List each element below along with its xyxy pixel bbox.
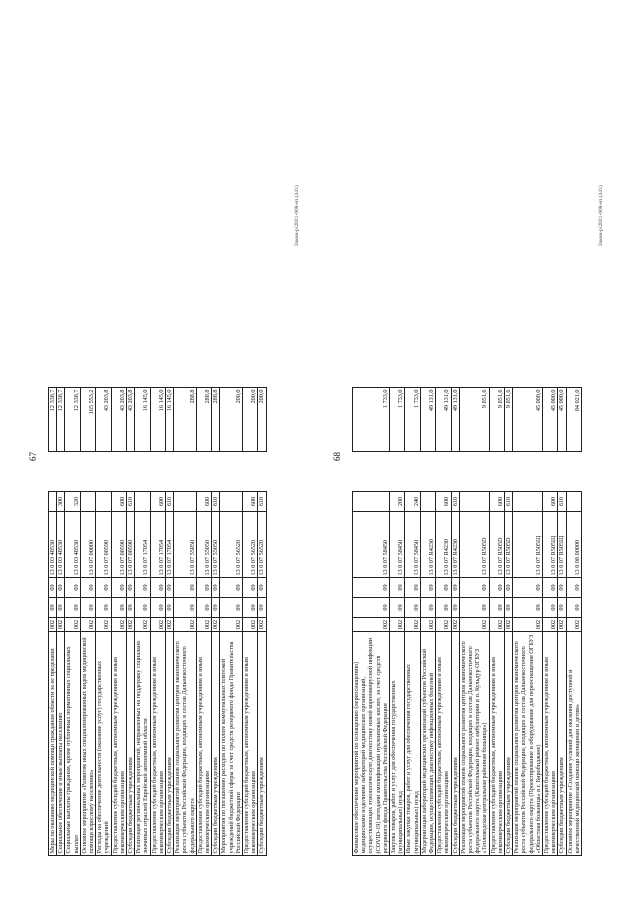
cell-name: Финансовое обеспечение мероприятий по оснащению (переоснащению) медицинскими изделиями лабораторий медицинских организаций, осуществляющих этиологическую диагностику новой коронавирусной инфекции (COVID-19) методами амплификации нуклеиновых кислот, за счет средств резервного фонда Правительства Российской Федерации (353, 632, 390, 856)
cell-target-article: 13 0 07 R505Щ (558, 512, 566, 578)
cell-subsection: 09 (212, 578, 220, 598)
cell-target-article: 13 0 07 00590 (127, 512, 135, 578)
cell-amount: 45 000,0 (513, 388, 543, 452)
cell-expense-type: 240 (405, 492, 420, 512)
cell-empty (65, 452, 80, 492)
cell-target-article: 13 0 07 56520 (243, 512, 258, 578)
cell-name: Предоставление субсидий бюджетным, автономным учреждениям и иным некоммерческим организациям (489, 632, 504, 856)
cell-subsection: 09 (405, 578, 420, 598)
cell-grbs: 002 (196, 618, 211, 632)
cell-grbs: 002 (174, 618, 197, 632)
cell-grbs: 002 (166, 618, 174, 632)
cell-target-article: 13 0 03 48530 (65, 512, 80, 578)
cell-section: 09 (150, 598, 165, 618)
cell-section: 09 (243, 598, 258, 618)
cell-amount: 84 021,0 (566, 388, 581, 452)
table-row (135, 388, 150, 856)
cell-name: Реализация мероприятий планов социального развития центров экономического роста субъектов Российской Федерации, входящих в состав Дальневосточного федерального округа (Проектирование и оборудование для переоснащения ОГБУЗ «Областная больница» в г. Биробиджане) (513, 632, 543, 856)
table-row (57, 388, 65, 856)
cell-amount: 288,8 (174, 388, 197, 452)
cell-subsection: 09 (451, 578, 459, 598)
table-row (65, 388, 80, 856)
table-row (243, 388, 258, 856)
cell-amount: 9 851,6 (489, 388, 504, 452)
cell-empty (436, 452, 451, 492)
table-row (166, 388, 174, 856)
cell-expense-type: 610 (505, 492, 513, 512)
cell-amount: 43 203,8 (127, 388, 135, 452)
cell-name: Модернизация лабораторий медицинских организаций субъектов Российской Федерации, осуществляющих диагностику инфекционных болезней (420, 632, 435, 856)
cell-subsection: 09 (258, 578, 266, 598)
cell-name: Реализация мероприятий планов социального развития центров экономического роста субъектов Российской Федерации, входящих в состав Дальневосточного федерального округа (Капитальный ремонт амбулатории в п. Кульдур ОГБУЗ «Тепловодская центральная районная больница») (459, 632, 489, 856)
cell-empty (49, 452, 57, 492)
cell-section: 09 (111, 598, 126, 618)
table-row (196, 388, 211, 856)
cell-amount: 43 203,8 (96, 388, 111, 452)
cell-target-article: 13 0 07 00000 (80, 512, 95, 578)
cell-expense-type: 600 (436, 492, 451, 512)
cell-expense-type: 610 (258, 492, 266, 512)
cell-empty (353, 452, 390, 492)
cell-empty (405, 452, 420, 492)
cell-grbs: 002 (513, 618, 543, 632)
cell-name: Субсидии бюджетным учреждениям (505, 632, 513, 856)
table-row (505, 388, 513, 856)
cell-section: 09 (405, 598, 420, 618)
cell-target-article: 13 0 07 58450 (390, 512, 405, 578)
cell-name: Социальные выплаты гражданам, кроме публичных нормативных социальных выплат (65, 632, 80, 856)
cell-expense-type: 600 (150, 492, 165, 512)
cell-subsection: 09 (57, 578, 65, 598)
table-row (150, 388, 165, 856)
cell-subsection: 09 (566, 578, 581, 598)
budget-table (48, 387, 267, 856)
cell-target-article: 13 0 07 17054 (150, 512, 165, 578)
cell-section: 09 (353, 598, 390, 618)
cell-name: Социальное обеспечение и иные выплаты населению (57, 632, 65, 856)
cell-amount: 1 733,0 (390, 388, 405, 452)
cell-section: 09 (166, 598, 174, 618)
cell-grbs: 002 (243, 618, 258, 632)
table-row (353, 388, 390, 856)
cell-target-article: 13 0 07 58450 (405, 512, 420, 578)
cell-section: 09 (127, 598, 135, 618)
table-row (558, 388, 566, 856)
cell-name: Мероприятия по погашению расходов по оплате коммунальных платежей учреждений бюджетной сферы за счет средств резервного фонда Правительства Российской Федерации (220, 632, 243, 856)
cell-amount: 200,0 (258, 388, 266, 452)
cell-expense-type (459, 492, 489, 512)
table-row (49, 388, 57, 856)
cell-section: 09 (220, 598, 243, 618)
cell-section: 09 (558, 598, 566, 618)
cell-subsection: 09 (111, 578, 126, 598)
cell-grbs: 002 (258, 618, 266, 632)
table-row (489, 388, 504, 856)
cell-grbs: 002 (489, 618, 504, 632)
table-row (420, 388, 435, 856)
cell-target-article: 13 0 07 56520 (220, 512, 243, 578)
cell-grbs: 002 (505, 618, 513, 632)
cell-subsection: 09 (543, 578, 558, 598)
cell-target-article: 13 0 07 55050 (196, 512, 211, 578)
cell-grbs: 002 (220, 618, 243, 632)
cell-amount: 45 000,0 (558, 388, 566, 452)
cell-expense-type: 320 (65, 492, 80, 512)
cell-amount: 16 145,0 (135, 388, 150, 452)
cell-section: 09 (96, 598, 111, 618)
cell-section: 09 (513, 598, 543, 618)
table-row (543, 388, 558, 856)
cell-target-article: 13 0 07 00590 (111, 512, 126, 578)
cell-grbs: 002 (135, 618, 150, 632)
cell-amount: 288,8 (212, 388, 220, 452)
table-body (353, 388, 582, 856)
cell-empty (489, 452, 504, 492)
cell-subsection: 09 (420, 578, 435, 598)
cell-grbs: 002 (436, 618, 451, 632)
cell-name: Предоставление субсидий бюджетным, автономным учреждениям и иным некоммерческим организациям (436, 632, 451, 856)
cell-expense-type (513, 492, 543, 512)
cell-subsection: 09 (150, 578, 165, 598)
cell-name: Предоставление субсидий бюджетным, автономным учреждениям и иным некоммерческим организациям (196, 632, 211, 856)
cell-target-article: 13 0 07 R4230 (436, 512, 451, 578)
cell-grbs: 002 (405, 618, 420, 632)
cell-section: 09 (489, 598, 504, 618)
cell-grbs: 002 (558, 618, 566, 632)
cell-subsection: 09 (96, 578, 111, 598)
cell-empty (166, 452, 174, 492)
cell-target-article: 13 0 03 48530 (49, 512, 57, 578)
cell-empty (420, 452, 435, 492)
cell-expense-type: 610 (451, 492, 459, 512)
cell-amount: 16 145,0 (150, 388, 165, 452)
cell-empty (80, 452, 95, 492)
cell-target-article: 13 0 08 00000 (566, 512, 581, 578)
cell-grbs: 002 (390, 618, 405, 632)
cell-target-article: 13 0 07 R505Щ (513, 512, 543, 578)
cell-empty (150, 452, 165, 492)
cell-expense-type: 610 (558, 492, 566, 512)
cell-target-article: 13 0 07 R505D (459, 512, 489, 578)
cell-empty (196, 452, 211, 492)
cell-name: Закупка товаров, работ и услуг для обеспечения государственных (муниципальных) нужд (390, 632, 405, 856)
cell-amount: 9 851,6 (505, 388, 513, 452)
cell-grbs: 002 (353, 618, 390, 632)
budget-table (352, 387, 582, 856)
cell-subsection: 09 (436, 578, 451, 598)
table-row (127, 388, 135, 856)
cell-name: Иные закупки товаров, работ и услуг для обеспечения государственных (муниципальных) нужд (405, 632, 420, 856)
cell-section: 09 (436, 598, 451, 618)
cell-expense-type (174, 492, 197, 512)
cell-expense-type (96, 492, 111, 512)
cell-grbs: 002 (459, 618, 489, 632)
cell-target-article: 13 0 07 17054 (135, 512, 150, 578)
cell-subsection: 09 (196, 578, 211, 598)
cell-empty (513, 452, 543, 492)
cell-name: Субсидии бюджетным учреждениям (166, 632, 174, 856)
table-row (174, 388, 197, 856)
cell-subsection: 09 (243, 578, 258, 598)
cell-amount: 43 203,8 (111, 388, 126, 452)
cell-empty (543, 452, 558, 492)
cell-target-article: 13 0 07 R4230 (420, 512, 435, 578)
cell-name: Предоставление субсидий бюджетным, автономным учреждениям и иным некоммерческим организациям (543, 632, 558, 856)
cell-target-article: 13 0 03 48530 (57, 512, 65, 578)
table-row (405, 388, 420, 856)
cell-empty (451, 452, 459, 492)
cell-amount: 200,0 (243, 388, 258, 452)
page-number: 67 (28, 452, 38, 461)
cell-target-article: 13 0 07 00590 (96, 512, 111, 578)
cell-grbs: 002 (127, 618, 135, 632)
cell-subsection: 09 (390, 578, 405, 598)
cell-section: 09 (49, 598, 57, 618)
cell-subsection: 09 (174, 578, 197, 598)
cell-name: Предоставление субсидий бюджетным, автономным учреждениям и иным некоммерческим организациям (243, 632, 258, 856)
cell-subsection: 09 (49, 578, 57, 598)
table-row (451, 388, 459, 856)
cell-subsection: 09 (65, 578, 80, 598)
cell-expense-type: 600 (489, 492, 504, 512)
cell-grbs: 002 (57, 618, 65, 632)
cell-subsection: 09 (353, 578, 390, 598)
cell-amount: 1 733,0 (405, 388, 420, 452)
cell-grbs: 002 (420, 618, 435, 632)
cell-expense-type: 610 (166, 492, 174, 512)
cell-amount: 165 553,2 (80, 388, 95, 452)
cell-amount: 288,8 (196, 388, 211, 452)
cell-expense-type (80, 492, 95, 512)
cell-target-article: 13 0 07 R505D (489, 512, 504, 578)
cell-name: Расходы на обеспечение деятельности (оказание услуг) государственных учреждений (96, 632, 111, 856)
cell-name: Субсидии бюджетным учреждениям (127, 632, 135, 856)
cell-name: Меры по оказанию медицинской помощи гражданам области за ее пределами (49, 632, 57, 856)
cell-grbs: 002 (543, 618, 558, 632)
cell-expense-type (220, 492, 243, 512)
cell-expense-type: 200 (390, 492, 405, 512)
cell-empty (135, 452, 150, 492)
cell-amount: 12 338,7 (65, 388, 80, 452)
cell-grbs: 002 (96, 618, 111, 632)
cell-grbs: 002 (111, 618, 126, 632)
cell-empty (57, 452, 65, 492)
cell-section: 09 (451, 598, 459, 618)
cell-section: 09 (65, 598, 80, 618)
table-row (111, 388, 126, 856)
cell-subsection: 09 (135, 578, 150, 598)
cell-section: 09 (566, 598, 581, 618)
table-row (459, 388, 489, 856)
cell-section: 09 (135, 598, 150, 618)
table-row (436, 388, 451, 856)
cell-amount: 200,0 (220, 388, 243, 452)
cell-amount: 12 338,7 (49, 388, 57, 452)
cell-name: Субсидии бюджетным учреждениям (558, 632, 566, 856)
cell-amount: 45 000,0 (543, 388, 558, 452)
cell-expense-type (420, 492, 435, 512)
cell-subsection: 09 (489, 578, 504, 598)
cell-expense-type (353, 492, 390, 512)
cell-target-article: 13 0 07 R4230 (451, 512, 459, 578)
table-body (49, 388, 267, 856)
cell-expense-type (566, 492, 581, 512)
cell-subsection: 09 (505, 578, 513, 598)
page-number: 68 (332, 452, 342, 461)
footer-stamp: Закон-р/2021-608-нз.(341) (294, 185, 300, 246)
cell-target-article: 13 0 07 17054 (166, 512, 174, 578)
cell-target-article: 13 0 07 55050 (174, 512, 197, 578)
cell-name: Субсидии бюджетным учреждениям (258, 632, 266, 856)
cell-subsection: 09 (166, 578, 174, 598)
cell-section: 09 (258, 598, 266, 618)
cell-target-article: 13 0 07 56520 (258, 512, 266, 578)
cell-empty (127, 452, 135, 492)
cell-grbs: 002 (49, 618, 57, 632)
cell-amount: 49 131,0 (436, 388, 451, 452)
cell-amount: 49 131,0 (420, 388, 435, 452)
cell-grbs: 002 (451, 618, 459, 632)
cell-empty (96, 452, 111, 492)
cell-grbs: 002 (65, 618, 80, 632)
cell-expense-type: 600 (111, 492, 126, 512)
cell-subsection: 09 (558, 578, 566, 598)
cell-expense-type (49, 492, 57, 512)
cell-expense-type: 300 (57, 492, 65, 512)
cell-section: 09 (57, 598, 65, 618)
cell-name: Основное мероприятие «Развитие иных специализированных видов медицинской помощи взрослому населению» (80, 632, 95, 856)
cell-amount: 12 338,7 (57, 388, 65, 452)
cell-empty (505, 452, 513, 492)
cell-section: 09 (390, 598, 405, 618)
table-row (96, 388, 111, 856)
cell-section: 09 (505, 598, 513, 618)
table-row (566, 388, 581, 856)
cell-name: Субсидии бюджетным учреждениям (212, 632, 220, 856)
cell-subsection: 09 (459, 578, 489, 598)
cell-target-article: 13 0 07 R505Щ (543, 512, 558, 578)
cell-target-article: 13 0 07 R505D (505, 512, 513, 578)
cell-section: 09 (420, 598, 435, 618)
cell-empty (243, 452, 258, 492)
table-row (258, 388, 266, 856)
page-67 (28, 46, 318, 856)
cell-empty (111, 452, 126, 492)
cell-section: 09 (543, 598, 558, 618)
table-row (390, 388, 405, 856)
cell-section: 09 (459, 598, 489, 618)
cell-section: 09 (196, 598, 211, 618)
cell-grbs: 002 (150, 618, 165, 632)
cell-subsection: 09 (220, 578, 243, 598)
cell-empty (258, 452, 266, 492)
cell-expense-type: 610 (212, 492, 220, 512)
cell-name: Предоставление субсидий бюджетным, автономным учреждениям и иным некоммерческим организациям (150, 632, 165, 856)
cell-expense-type: 610 (127, 492, 135, 512)
footer-stamp: Закон-р/2021-608-нз.(341) (598, 185, 604, 246)
cell-name: Реализация мероприятий планов социального развития центров экономического роста субъектов Российской Федерации, входящих в состав Дальневосточного федерального округа (174, 632, 197, 856)
cell-expense-type: 600 (243, 492, 258, 512)
cell-subsection: 09 (127, 578, 135, 598)
table-row (212, 388, 220, 856)
cell-grbs: 002 (566, 618, 581, 632)
cell-amount: 9 851,6 (459, 388, 489, 452)
cell-empty (390, 452, 405, 492)
cell-grbs: 002 (212, 618, 220, 632)
cell-name: Реализация региональных мероприятий, направленных на поддержку социально значимых отраслей Еврейской автономной области (135, 632, 150, 856)
cell-section: 09 (174, 598, 197, 618)
cell-expense-type (135, 492, 150, 512)
cell-empty (174, 452, 197, 492)
cell-empty (212, 452, 220, 492)
table-row (220, 388, 243, 856)
cell-section: 09 (212, 598, 220, 618)
table-row (513, 388, 543, 856)
cell-empty (566, 452, 581, 492)
page-68 (332, 46, 622, 856)
cell-empty (558, 452, 566, 492)
cell-target-article: 13 0 07 55050 (212, 512, 220, 578)
cell-amount: 49 131,0 (451, 388, 459, 452)
cell-section: 09 (80, 598, 95, 618)
cell-amount: 16 145,0 (166, 388, 174, 452)
cell-name: Субсидии бюджетным учреждениям (451, 632, 459, 856)
cell-empty (459, 452, 489, 492)
cell-expense-type: 600 (543, 492, 558, 512)
cell-target-article: 13 0 07 58450 (353, 512, 390, 578)
cell-amount: 1 733,0 (353, 388, 390, 452)
cell-name: Основное мероприятие «Создание условий для оказания доступной и качественной медицинской помощи женщинам и детям» (566, 632, 581, 856)
cell-subsection: 09 (513, 578, 543, 598)
cell-subsection: 09 (80, 578, 95, 598)
cell-expense-type: 600 (196, 492, 211, 512)
cell-grbs: 002 (80, 618, 95, 632)
table-row (80, 388, 95, 856)
cell-name: Предоставление субсидий бюджетным, автономным учреждениям и иным некоммерческим организациям (111, 632, 126, 856)
cell-empty (220, 452, 243, 492)
